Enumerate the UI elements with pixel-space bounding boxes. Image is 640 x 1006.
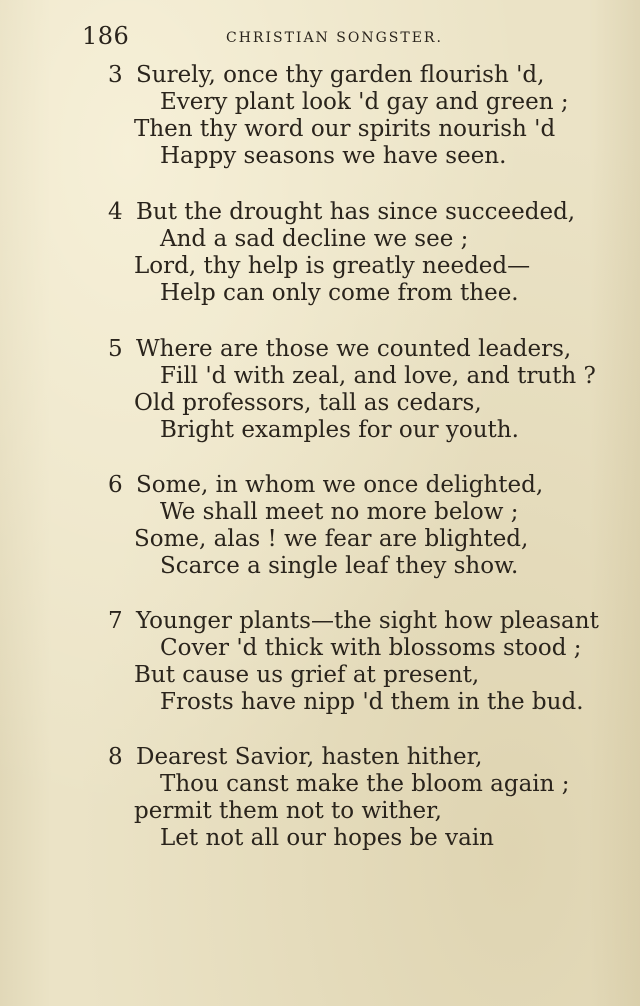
verse-line: permit them not to wither, — [134, 798, 442, 824]
verse-line: Younger plants—the sight how pleasant — [136, 608, 599, 634]
running-title: CHRISTIAN SONGSTER. — [226, 30, 443, 46]
page-number: 186 — [82, 22, 130, 50]
page-header — [82, 22, 482, 52]
verse-line: Thou canst make the bloom again ; — [160, 771, 570, 797]
verse-line: Some, in whom we once delighted, — [136, 472, 544, 498]
verse-line: Old professors, tall as cedars, — [134, 390, 482, 416]
stanza-number: 8 — [108, 744, 123, 770]
stanza-number: 3 — [108, 62, 123, 88]
verse-line: Where are those we counted leaders, — [136, 336, 572, 362]
verse-line: Happy seasons we have seen. — [160, 143, 507, 169]
verse-line: Bright examples for our youth. — [160, 417, 519, 443]
verse-line: Some, alas ! we fear are blighted, — [134, 526, 529, 552]
verse-line: Dearest Savior, hasten hither, — [136, 744, 483, 770]
stanza-number: 5 — [108, 336, 123, 362]
verse-line: Surely, once thy garden flourish 'd, — [136, 62, 545, 88]
stanza-number: 6 — [108, 472, 123, 498]
verse-line: Every plant look 'd gay and green ; — [160, 89, 569, 115]
verse-line: Scarce a single leaf they show. — [160, 553, 519, 579]
stanza-number: 4 — [108, 199, 123, 225]
verse-line: We shall meet no more below ; — [160, 499, 519, 525]
verse-line: Frosts have nipp 'd them in the bud. — [160, 689, 584, 715]
verse-line: Cover 'd thick with blossoms stood ; — [160, 635, 582, 661]
verse-line: Let not all our hopes be vain — [160, 825, 494, 851]
verse-line: Fill 'd with zeal, and love, and truth ? — [160, 363, 596, 389]
stanza-number: 7 — [108, 608, 123, 634]
verse-line: And a sad decline we see ; — [160, 226, 469, 252]
verse-line: Lord, thy help is greatly needed— — [134, 253, 531, 279]
verse-line: But cause us grief at present, — [134, 662, 480, 688]
verse-line: Help can only come from thee. — [160, 280, 519, 306]
verse-line: Then thy word our spirits nourish 'd — [134, 116, 556, 142]
verse-line: But the drought has since succeeded, — [136, 199, 576, 225]
